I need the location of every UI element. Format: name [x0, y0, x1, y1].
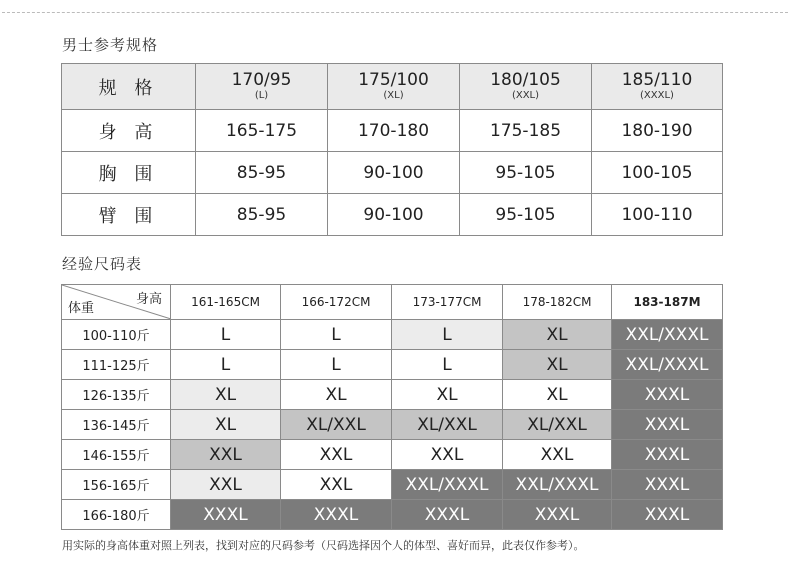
spec-col-2 — [460, 64, 592, 110]
spec-col-sub: (XXXL) — [640, 90, 674, 101]
height-col-0: 161-165CM — [171, 285, 281, 320]
spec-col-main: 180/105 — [490, 70, 561, 90]
weight-label: 126-135斤 — [62, 380, 171, 410]
size-cell: XXL/XXXL — [612, 350, 723, 380]
size-cell: XXL — [171, 470, 281, 500]
size-cell: L — [392, 350, 503, 380]
spec-cell: 170-180 — [328, 110, 460, 152]
size-cell: XXL — [392, 440, 503, 470]
size-cell: XXXL — [612, 440, 723, 470]
size-cell: XXXL — [171, 500, 281, 530]
size-cell: XXXL — [392, 500, 503, 530]
size-row — [62, 440, 723, 470]
size-cell: XXXL — [281, 500, 392, 530]
size-cell: XL/XXL — [281, 410, 392, 440]
size-cell: XXXL — [612, 380, 723, 410]
size-row — [62, 470, 723, 500]
spec-col-sub: (XXL) — [511, 90, 540, 101]
weight-label: 111-125斤 — [62, 350, 171, 380]
spec-cell: 90-100 — [328, 194, 460, 236]
spec-row-label: 身 高 — [62, 110, 196, 152]
spec-cell: 165-175 — [196, 110, 328, 152]
spec-table — [61, 63, 723, 236]
footnote: 用实际的身高体重对照上列表，找到对应的尺码参考（尺码选择因个人的体型、喜好而异，此表仅作参考）。 — [62, 539, 585, 552]
size-row — [62, 320, 723, 350]
spec-col-1 — [328, 64, 460, 110]
weight-label: 136-145斤 — [62, 410, 171, 440]
size-table — [61, 284, 723, 530]
size-row — [62, 380, 723, 410]
size-cell: XXL — [503, 440, 612, 470]
spec-row-label: 臂 围 — [62, 194, 196, 236]
spec-col-main: 185/110 — [621, 70, 693, 90]
size-row — [62, 410, 723, 440]
spec-col-0 — [196, 64, 328, 110]
spec-col-sub: (XL) — [383, 90, 404, 101]
size-cell: XXXL — [612, 470, 723, 500]
size-corner-cell — [62, 285, 171, 320]
size-cell: XXL/XXXL — [503, 470, 612, 500]
spec-cell: 95-105 — [460, 152, 592, 194]
spec-row-label: 胸 围 — [62, 152, 196, 194]
size-cell: XXL — [171, 440, 281, 470]
spec-cell: 85-95 — [196, 152, 328, 194]
size-row — [62, 500, 723, 530]
size-cell: L — [281, 350, 392, 380]
size-cell: XL/XXL — [392, 410, 503, 440]
size-row — [62, 350, 723, 380]
height-col-2: 173-177CM — [392, 285, 503, 320]
size-cell: L — [392, 320, 503, 350]
size-cell: XXL/XXXL — [612, 320, 723, 350]
size-cell: XL — [503, 380, 612, 410]
size-cell: XL — [392, 380, 503, 410]
dashed-divider — [2, 12, 788, 13]
spec-cell: 90-100 — [328, 152, 460, 194]
spec-cell: 85-95 — [196, 194, 328, 236]
size-cell: XXXL — [612, 500, 723, 530]
weight-label: 156-165斤 — [62, 470, 171, 500]
weight-label: 166-180斤 — [62, 500, 171, 530]
corner-height-label: 身高 — [135, 292, 162, 307]
spec-row-arm — [62, 194, 723, 236]
size-cell: XL/XXL — [503, 410, 612, 440]
size-table-body — [62, 320, 723, 530]
spec-cell: 95-105 — [460, 194, 592, 236]
weight-label: 146-155斤 — [62, 440, 171, 470]
size-cell: XXXL — [503, 500, 612, 530]
spec-row-height — [62, 110, 723, 152]
spec-col-3 — [592, 64, 723, 110]
size-cell: L — [171, 350, 281, 380]
corner-weight-label: 体重 — [68, 301, 95, 316]
spec-row-chest — [62, 152, 723, 194]
section-title-spec: 男士参考规格 — [62, 36, 159, 54]
spec-col-sub: (L) — [254, 90, 269, 101]
height-col-4: 183-187M — [612, 285, 723, 320]
spec-cell: 175-185 — [460, 110, 592, 152]
size-cell: XL — [503, 320, 612, 350]
size-cell: XXXL — [612, 410, 723, 440]
spec-cell: 180-190 — [592, 110, 723, 152]
size-cell: XL — [503, 350, 612, 380]
spec-cell: 100-105 — [592, 152, 723, 194]
size-cell: XXL — [281, 470, 392, 500]
size-cell: XXL — [281, 440, 392, 470]
size-cell: XL — [171, 380, 281, 410]
size-cell: XL — [281, 380, 392, 410]
spec-col-main: 170/95 — [231, 70, 292, 90]
size-header-row — [62, 285, 723, 320]
height-col-3: 178-182CM — [503, 285, 612, 320]
size-cell: L — [171, 320, 281, 350]
size-cell: XXL/XXXL — [392, 470, 503, 500]
spec-cell: 100-110 — [592, 194, 723, 236]
spec-header-row — [62, 64, 723, 110]
spec-col-main: 175/100 — [358, 70, 429, 90]
height-col-1: 166-172CM — [281, 285, 392, 320]
section-title-size: 经验尺码表 — [62, 255, 143, 273]
size-cell: XL — [171, 410, 281, 440]
spec-header-label: 规 格 — [62, 64, 196, 110]
size-cell: L — [281, 320, 392, 350]
weight-label: 100-110斤 — [62, 320, 171, 350]
